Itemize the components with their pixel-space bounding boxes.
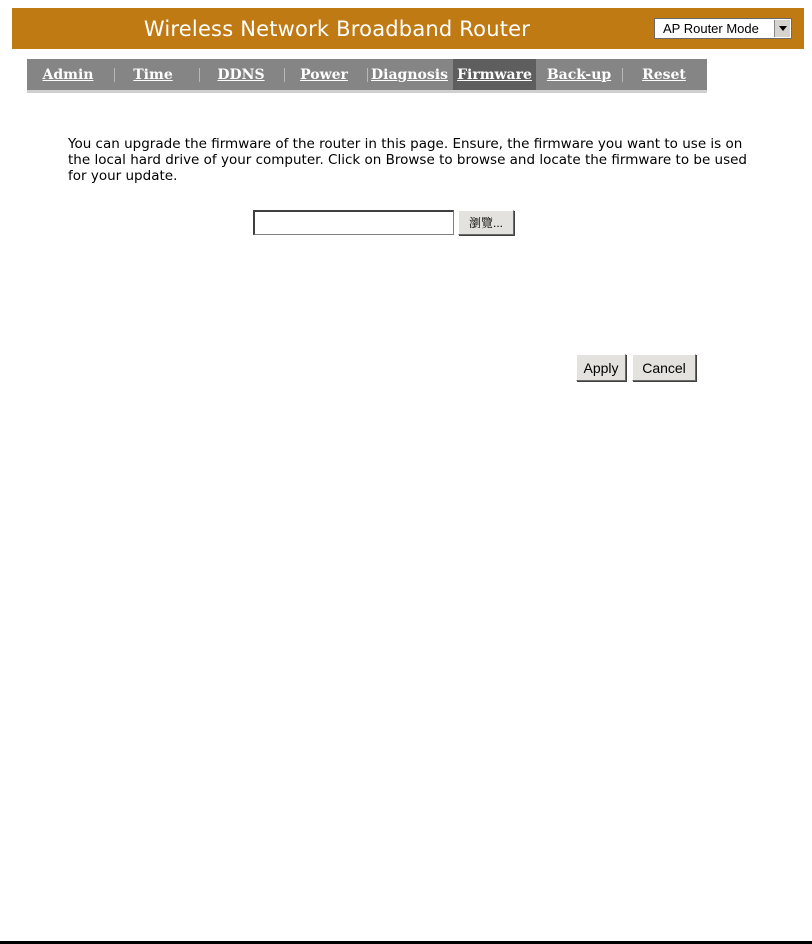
page-title: Wireless Network Broadband Router	[143, 17, 531, 41]
tab-diagnosis[interactable]: Diagnosis	[371, 67, 448, 83]
tab-separator	[114, 68, 115, 82]
cancel-button[interactable]: Cancel	[632, 354, 696, 381]
firmware-description: You can upgrade the firmware of the router in this page. Ensure, the firmware you want to use is on the local hard drive of your computer. Click on Browse to browse and locate the firmware to be used for your update.	[68, 136, 748, 184]
browse-button[interactable]: 瀏覽...	[458, 210, 514, 235]
tab-separator	[284, 68, 285, 82]
chevron-down-icon[interactable]	[774, 20, 790, 37]
tab-power[interactable]: Power	[300, 67, 348, 83]
mode-select-value: AP Router Mode	[663, 21, 759, 36]
apply-button[interactable]: Apply	[576, 354, 626, 381]
tab-separator	[199, 68, 200, 82]
tab-reset[interactable]: Reset	[642, 67, 686, 83]
tab-time[interactable]: Time	[133, 67, 173, 83]
tab-ddns[interactable]: DDNS	[217, 67, 265, 83]
firmware-file-input[interactable]	[253, 210, 454, 235]
header-bar	[12, 8, 804, 49]
mode-select[interactable]	[654, 18, 792, 39]
tab-back-up[interactable]: Back-up	[546, 67, 612, 83]
tab-separator	[622, 68, 623, 82]
tab-separator	[367, 68, 368, 82]
tab-firmware[interactable]: Firmware	[453, 59, 536, 90]
tab-bar	[27, 59, 707, 93]
tab-admin[interactable]: Admin	[42, 67, 94, 83]
